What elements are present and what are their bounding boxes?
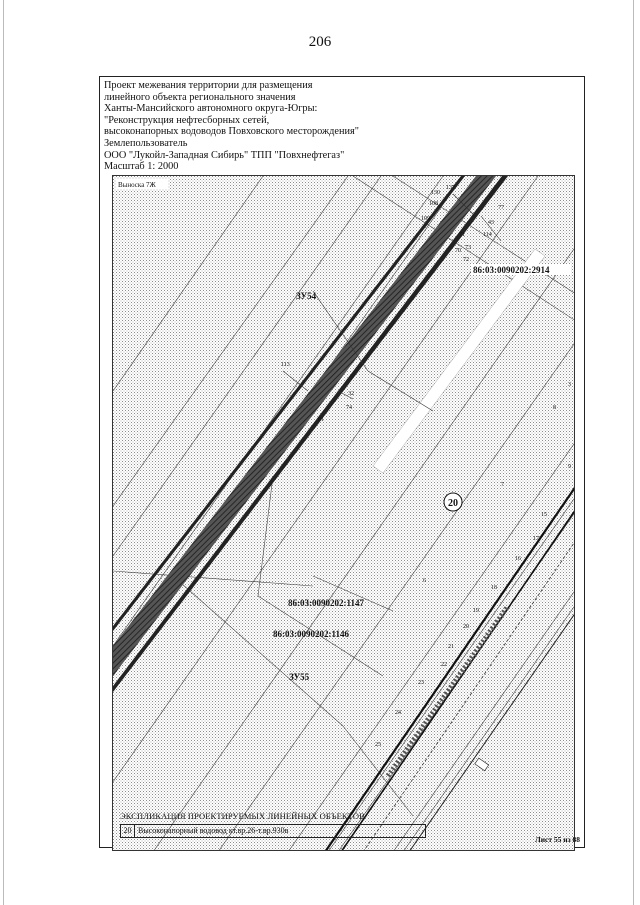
point-label: 32 — [348, 391, 354, 397]
legend-row-number: 20 — [121, 825, 135, 837]
object-marker-label: 20 — [448, 498, 458, 509]
legend-row-text: Высоконапорный водовод кт.вр.26-т.вр.930в — [138, 826, 289, 835]
point-label: 137 — [446, 185, 455, 191]
header-line: Масштаб 1: 2000 — [104, 161, 179, 173]
point-label: 73 — [465, 245, 471, 251]
point-label: 25 — [375, 742, 381, 748]
header-line: Проект межевания территории для размещения — [104, 80, 313, 91]
stipple-background — [113, 176, 575, 851]
page-number: 206 — [308, 34, 332, 50]
parcel-label: 86:03:0090202:1147 — [288, 598, 364, 608]
point-label: 72 — [463, 257, 469, 263]
point-label: 22 — [441, 662, 447, 668]
point-label: 16 — [515, 556, 521, 562]
point-label: 20 — [463, 624, 469, 630]
scan-edge-right — [633, 0, 634, 905]
legend-title: ЭКСПЛИКАЦИЯ ПРОЕКТИРУЕМЫХ ЛИНЕЙНЫХ ОБЪЕКТОВ — [120, 811, 365, 821]
header-line: линейного объекта регионального значения — [104, 91, 296, 103]
point-label: 9 — [568, 464, 571, 470]
zone-label: ЗУ54 — [296, 291, 317, 301]
parcel-label: 86:03:0090202:1146 — [273, 629, 349, 639]
point-label: 6 — [423, 578, 426, 584]
point-label: 43 — [488, 220, 494, 226]
header-line: Землепользователь — [104, 137, 188, 149]
inset-label: Выноска 7Ж — [118, 181, 156, 189]
scan-edge-left — [3, 0, 4, 905]
point-label: 24 — [395, 710, 401, 716]
point-label: 77 — [498, 205, 504, 211]
object-marker — [444, 493, 462, 511]
header-line: Ханты-Мансийского автономного округа-Югры: — [104, 103, 318, 115]
point-label: 114 — [483, 232, 492, 238]
point-label: 8 — [553, 405, 556, 411]
point-label: 17 — [533, 536, 539, 542]
point-label: 109 — [421, 216, 430, 222]
header-line: "Реконструкция нефтесборных сетей, — [104, 114, 270, 126]
point-label: 130 — [431, 190, 440, 196]
zone-label: ЗУ55 — [289, 672, 310, 682]
point-label: 23 — [418, 680, 424, 686]
point-label: 81 — [318, 417, 324, 423]
map-sheet — [99, 76, 585, 848]
point-label: 74 — [346, 405, 352, 411]
point-label: 18 — [491, 585, 497, 591]
header-line: высоконапорных водоводов Повховского месторождения" — [104, 126, 359, 138]
point-label: 21 — [448, 644, 454, 650]
legend-row — [120, 824, 426, 838]
point-label: 70 — [455, 248, 461, 254]
point-label: 3 — [568, 382, 571, 388]
point-label: 113 — [281, 362, 290, 368]
sheet-number: Лист 55 из 88 — [535, 835, 580, 844]
point-label: 15 — [541, 512, 547, 518]
point-label: 19 — [473, 608, 479, 614]
point-label: 7 — [501, 482, 504, 488]
point-label: 71 — [459, 232, 465, 238]
point-label: 108 — [429, 201, 438, 207]
map-frame — [112, 175, 575, 851]
header-line: ООО "Лукойл-Западная Сибирь" ТПП "Повхнефтегаз" — [104, 149, 345, 161]
parcel-label: 86:03:0090202:2914 — [473, 265, 550, 275]
map-drawing — [113, 176, 575, 851]
sheet-header — [104, 80, 584, 173]
